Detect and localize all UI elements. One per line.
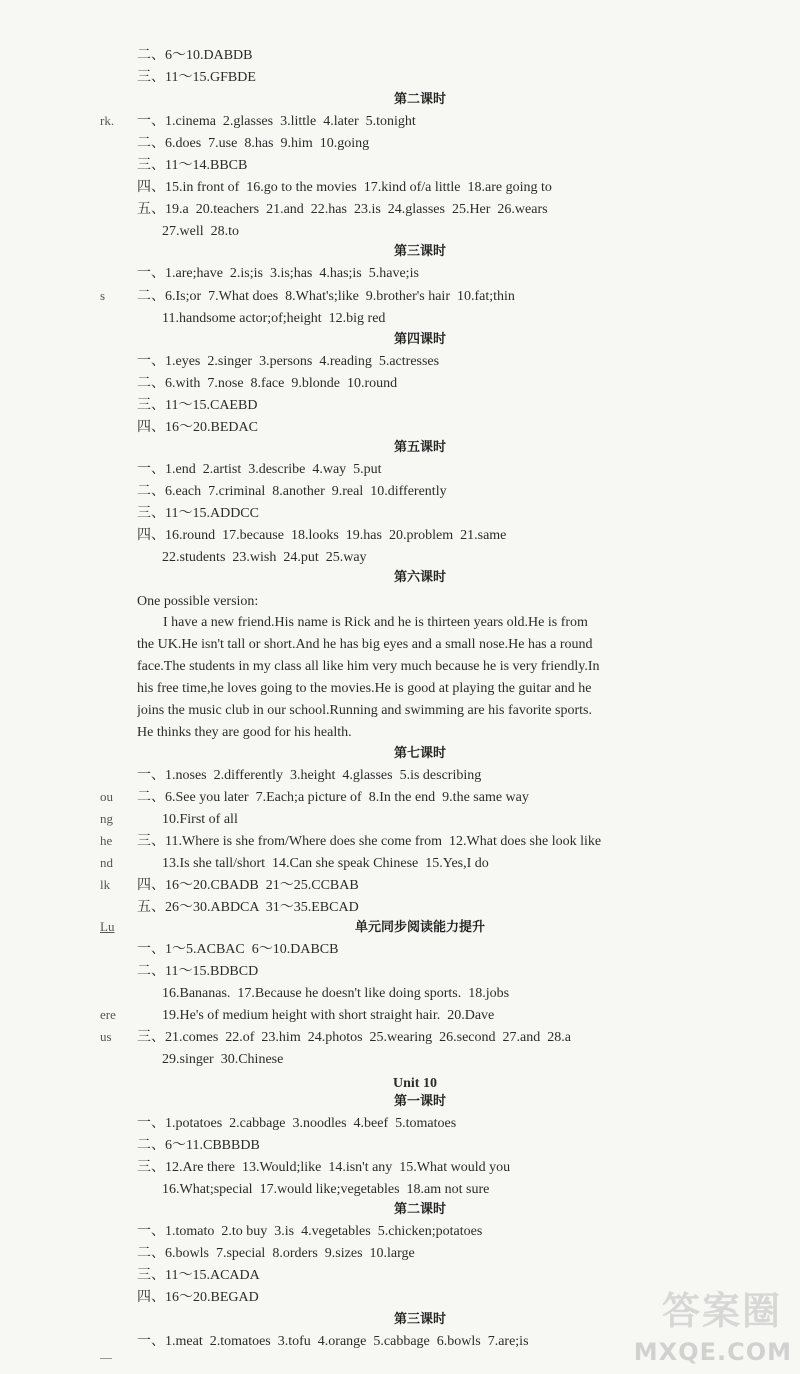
answer-line: 三、12.Are there 13.Would;like 14.isn't any 15.What would you [137, 1160, 511, 1175]
answer-line: 一、1.meat 2.tomatoes 3.tofu 4.orange 5.cabbage 6.bowls 7.are;is [137, 1334, 529, 1349]
edge-fragment: rk. [100, 113, 115, 128]
section-title: 第三课时 [393, 244, 446, 259]
essay-paragraph [137, 612, 707, 744]
essay-line: the UK.He isn't tall or short.And he has big eyes and a small nose.He has a round [137, 637, 593, 652]
answer-line: 11.handsome actor;of;height 12.big red [162, 311, 386, 326]
unit-title: Unit 10 [393, 1076, 437, 1091]
answer-line: 一、1.end 2.artist 3.describe 4.way 5.put [137, 462, 382, 477]
section-title: 第五课时 [393, 440, 446, 455]
essay-line: I have a new friend.His name is Rick and he is thirteen years old.He is from [163, 615, 588, 630]
answer-line: 二、6.does 7.use 8.has 9.him 10.going [137, 136, 370, 151]
answer-line: 16.What;special 17.would like;vegetables 18.am not sure [162, 1182, 490, 1197]
answer-line: 一、1.tomato 2.to buy 3.is 4.vegetables 5.chicken;potatoes [137, 1224, 483, 1239]
section-title: 第二课时 [393, 92, 446, 107]
answer-line: 一、1.are;have 2.is;is 3.is;has 4.has;is 5.have;is [137, 266, 419, 281]
section-title: 第四课时 [393, 332, 446, 347]
answer-line: 一、1.cinema 2.glasses 3.little 4.later 5.tonight [137, 114, 416, 129]
edge-fragment: ou [100, 789, 113, 804]
watermark-top-text: 答案圈 [661, 1289, 782, 1333]
section-title: 第二课时 [393, 1202, 446, 1217]
watermark-logo [602, 1280, 792, 1366]
edge-fragment: us [100, 1029, 112, 1044]
answer-line: 一、1～5.ACBAC 6～10.DABCB [137, 942, 339, 957]
answer-line: 一、1.eyes 2.singer 3.persons 4.reading 5.actresses [137, 354, 440, 369]
answer-line: 二、11～15.BDBCD [137, 964, 259, 979]
answer-line: 四、15.in front of 16.go to the movies 17.kind of/a little 18.are going to [137, 180, 552, 195]
answer-line: 四、16～20.CBADB 21～25.CCBAB [137, 878, 359, 893]
section-title: 第一课时 [393, 1094, 446, 1109]
answer-line: 三、11～15.CAEBD [137, 398, 258, 413]
answer-line: 四、16～20.BEGAD [137, 1290, 259, 1305]
answer-line: 三、11～15.GFBDE [137, 70, 256, 85]
essay-line: He thinks they are good for his health. [137, 725, 352, 740]
edge-fragment: he [100, 833, 113, 848]
essay-line: his free time,he loves going to the movies.He is good at playing the guitar and he [137, 681, 592, 696]
page-edge-mark [100, 1358, 112, 1359]
edge-fragment: Lu [100, 919, 115, 934]
section-title: 单元同步阅读能力提升 [354, 920, 485, 935]
edge-fragment: ng [100, 811, 113, 826]
section-title: 第六课时 [393, 570, 446, 585]
answer-line: 四、16.round 17.because 18.looks 19.has 20.problem 21.same [137, 528, 507, 543]
answer-line: 三、11～14.BBCB [137, 158, 248, 173]
essay-intro: One possible version: [137, 594, 259, 609]
answer-line: 13.Is she tall/short 14.Can she speak Chinese 15.Yes,I do [162, 856, 489, 871]
answer-line: 一、1.potatoes 2.cabbage 3.noodles 4.beef 5.tomatoes [137, 1116, 457, 1131]
section-title: 第七课时 [393, 746, 446, 761]
section-title: 第三课时 [393, 1312, 446, 1327]
answer-line: 三、21.comes 22.of 23.him 24.photos 25.wearing 26.second 27.and 28.a [137, 1030, 571, 1045]
essay-line: joins the music club in our school.Running and swimming are his favorite sports. [137, 703, 592, 718]
answer-line: 五、26～30.ABDCA 31～35.EBCAD [137, 900, 359, 915]
answer-line: 29.singer 30.Chinese [162, 1052, 284, 1067]
answer-line: 一、1.noses 2.differently 3.height 4.glasses 5.is describing [137, 768, 482, 783]
edge-fragment: lk [100, 877, 111, 892]
answer-line: 二、6.bowls 7.special 8.orders 9.sizes 10.large [137, 1246, 415, 1261]
answer-line: 三、11～15.ACADA [137, 1268, 260, 1283]
edge-fragment: nd [100, 855, 113, 870]
edge-fragment: s [100, 288, 106, 303]
answer-line: 二、6.each 7.criminal 8.another 9.real 10.differently [137, 484, 447, 499]
answer-line: 四、16～20.BEDAC [137, 420, 258, 435]
answer-line: 二、6.Is;or 7.What does 8.What's;like 9.brother's hair 10.fat;thin [137, 289, 515, 304]
answer-line: 三、11～15.ADDCC [137, 506, 259, 521]
essay-line: face.The students in my class all like him very much because he is very friendly.In [137, 659, 600, 674]
answer-line: 19.He's of medium height with short straight hair. 20.Dave [162, 1008, 495, 1023]
answer-line: 二、6.with 7.nose 8.face 9.blonde 10.round [137, 376, 398, 391]
answer-line: 三、11.Where is she from/Where does she come from 12.What does she look like [137, 834, 602, 849]
answer-line: 10.First of all [162, 812, 238, 827]
answer-line: 二、6～11.CBBBDB [137, 1138, 260, 1153]
answer-line: 16.Bananas. 17.Because he doesn't like doing sports. 18.jobs [162, 986, 510, 1001]
edge-fragment: ere [100, 1007, 116, 1022]
answer-line: 二、6.See you later 7.Each;a picture of 8.In the end 9.the same way [137, 790, 529, 805]
answer-line: 二、6～10.DABDB [137, 48, 253, 63]
answer-line: 27.well 28.to [162, 224, 239, 239]
answer-line: 五、19.a 20.teachers 21.and 22.has 23.is 24.glasses 25.Her 26.wears [137, 202, 548, 217]
watermark-bottom-text: MXQE.COM [633, 1338, 792, 1366]
answer-line: 22.students 23.wish 24.put 25.way [162, 550, 367, 565]
